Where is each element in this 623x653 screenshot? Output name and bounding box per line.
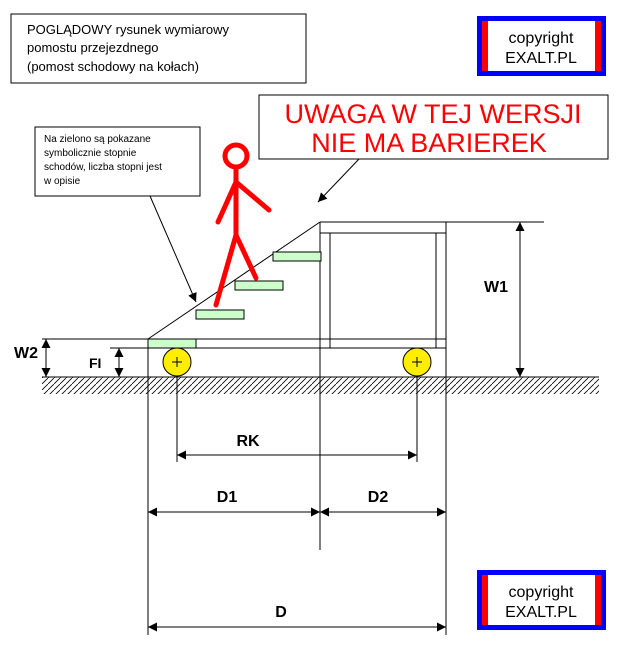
dimension-rk <box>177 433 417 455</box>
warning-box <box>259 95 608 159</box>
green-steps <box>148 252 321 348</box>
note-leader-arrow <box>150 196 196 302</box>
note-box <box>35 127 200 196</box>
label-d: D <box>275 604 287 621</box>
title-line-1: POGLĄDOWY rysunek wymiarowy <box>27 22 230 37</box>
note-line-4: w opisie <box>44 176 81 187</box>
note-line-1: Na zielono są pokazane <box>44 134 151 145</box>
note-line-2: symbolicznie stopnie <box>44 148 137 159</box>
label-w2: W2 <box>14 345 38 362</box>
dimension-d <box>148 604 446 627</box>
copyright-top-line-2: EXALT.PL <box>505 50 577 67</box>
copyright-top-line-1: copyright <box>508 30 574 47</box>
dimension-fi <box>89 348 119 377</box>
title-line-3: (pomost schodowy na kołach) <box>27 59 199 74</box>
dimension-d2 <box>320 489 446 512</box>
copyright-bottom-line-2: EXALT.PL <box>505 604 577 621</box>
title-line-2: pomostu przejezdnego <box>27 40 159 55</box>
copyright-badge-bottom <box>477 570 606 630</box>
dimension-d1 <box>148 489 320 512</box>
warning-line-2: NIE MA BARIEREK <box>311 128 547 158</box>
label-w1: W1 <box>484 279 508 296</box>
wheel-left <box>163 348 191 376</box>
copyright-badge-top <box>477 16 606 76</box>
label-rk: RK <box>236 433 260 450</box>
title-box <box>11 14 306 83</box>
copyright-bottom-line-1: copyright <box>508 584 574 601</box>
warning-line-1: UWAGA W TEJ WERSJI <box>284 99 582 129</box>
dimension-w2 <box>14 339 46 377</box>
warning-leader-arrow <box>318 159 359 202</box>
note-line-3: schodów, liczba stopni jest <box>44 162 162 173</box>
label-d1: D1 <box>216 489 238 506</box>
wheel-right <box>403 348 431 376</box>
dimension-w1 <box>484 222 520 377</box>
label-d2: D2 <box>367 489 389 506</box>
label-fi: FI <box>89 355 102 371</box>
